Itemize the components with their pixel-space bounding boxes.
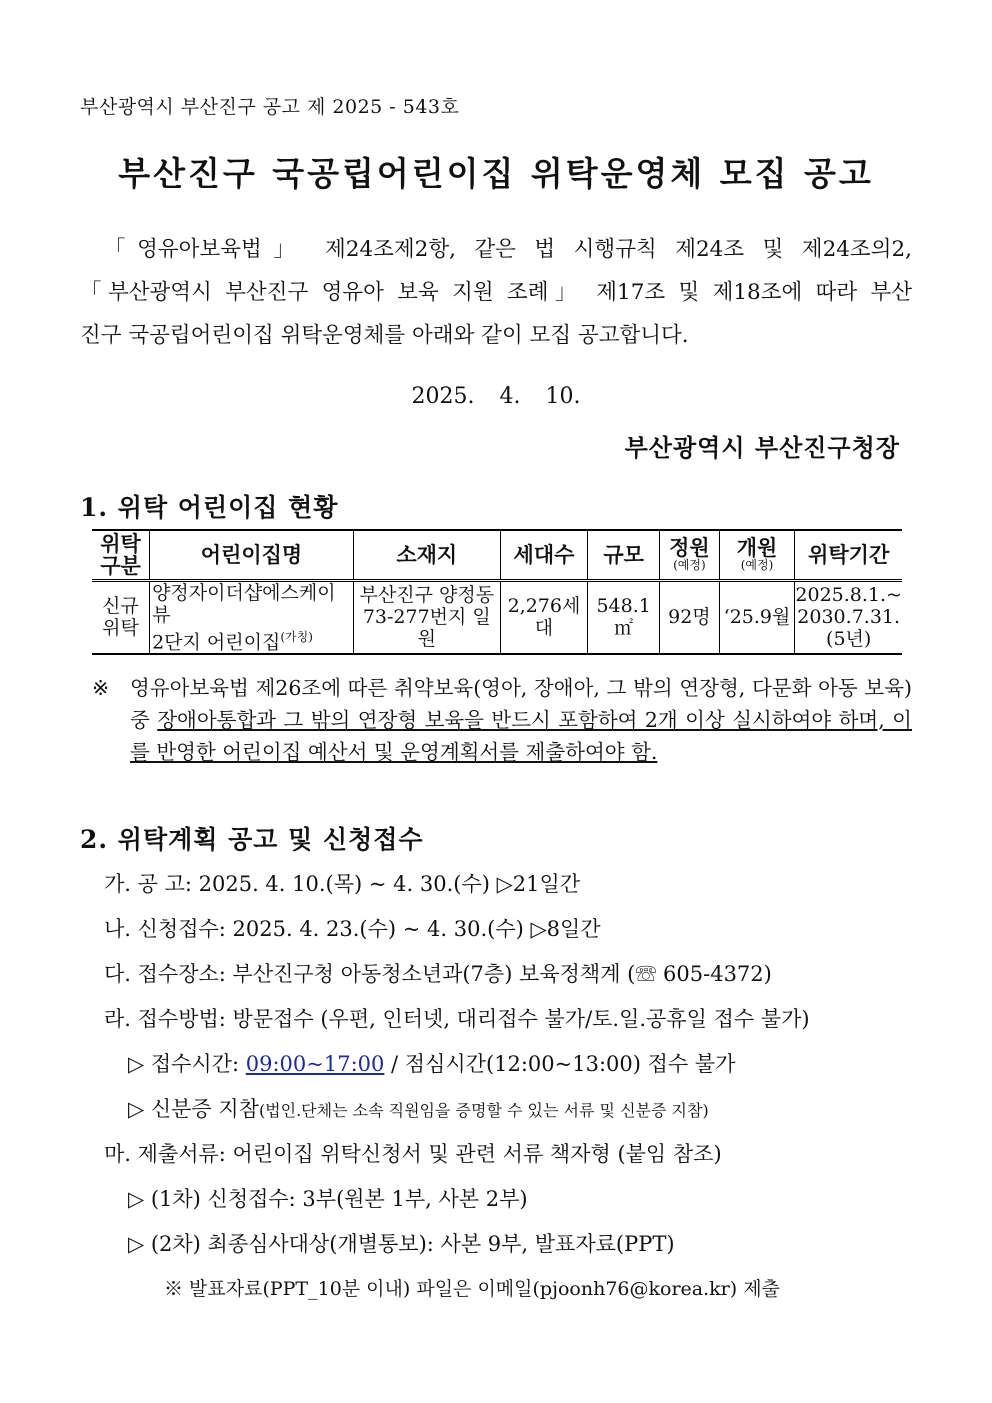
remark-note (92, 672, 912, 768)
list-item-first-round: ▷ (1차) 신청접수: 3부(원본 1부, 사본 2부) (128, 1187, 528, 1211)
list-item-documents: 마. 제출서류: 어린이집 위탁신청서 및 관련 서류 책자형 (붙임 참조) (104, 1142, 722, 1166)
header-location: 소재지 (353, 530, 500, 580)
intro-line-1: 「영유아보육법」 제24조제2항, 같은 법 시행규칙 제24조 및 제24조의2, (104, 237, 912, 262)
intro-line-2: 「부산광역시 부산진구 영유아 보육 지원 조례」 제17조 및 제18조에 따라 부산 (80, 280, 912, 305)
table-header-row (92, 530, 902, 580)
list-item-method: 라. 접수방법: 방문접수 (우편, 인터넷, 대리접수 불가/토.일.공휴일 접수 불가) (104, 1007, 810, 1031)
signer: 부산광역시 부산진구청장 (624, 433, 900, 462)
list-item-id-card: ▷ 신분증 지참(법인.단체는 소속 직원임을 증명할 수 있는 서류 및 신분증 지참) (128, 1097, 709, 1121)
list-item-second-round: ▷ (2차) 최종심사대상(개별통보): 사본 9부, 발표자료(PPT) (128, 1232, 675, 1256)
cell-households: 2,276세대 (500, 580, 588, 654)
reference-mark-icon: ※ (92, 676, 110, 700)
list-item-application-period: 나. 신청접수: 2025. 4. 23.(수) ~ 4. 30.(수) ▷8일간 (104, 917, 601, 941)
cell-opening: ‘25.9월 (719, 580, 795, 654)
schedule-list (104, 864, 912, 1314)
section-1-heading: 1. 위탁 어린이집 현황 (80, 493, 339, 522)
remark-underlined: 장애아통합과 그 밖의 연장형 보육을 반드시 포함하여 2개 이상 실시하여야 하며, 이를 반영한 어린이집 예산서 및 운영계획서를 제출하여야 함. (130, 708, 912, 764)
intro-line-3: 진구 국공립어린이집 위탁운영체를 아래와 같이 모집 공고합니다. (80, 323, 689, 348)
header-capacity: 정원 (예정) (660, 530, 720, 580)
list-item-notice-period: 가. 공 고: 2025. 4. 10.(목) ~ 4. 30.(수) ▷21일간 (104, 872, 581, 896)
header-name: 어린이집명 (150, 530, 354, 580)
list-item-email-note: ※ 발표자료(PPT_10분 이내) 파일은 이메일(pjoonh76@korea.kr) 제출 (164, 1278, 780, 1300)
cell-type: 신규 위탁 (92, 580, 150, 654)
notice-date: 2025. 4. 10. (411, 384, 581, 409)
header-opening: 개원 (예정) (719, 530, 795, 580)
page-title: 부산진구 국공립어린이집 위탁운영체 모집 공고 (118, 154, 874, 193)
table-row (92, 580, 902, 654)
daycare-table (92, 529, 902, 655)
list-item-reception-hours: ▷ 접수시간: 09:00~17:00 / 점심시간(12:00~13:00) 접수 불가 (128, 1052, 736, 1076)
reception-hours-highlight: 09:00~17:00 (245, 1052, 385, 1076)
header-size: 규모 (588, 530, 660, 580)
header-type: 위탁 구분 (92, 530, 150, 580)
cell-capacity: 92명 (660, 580, 720, 654)
list-item-place: 다. 접수장소: 부산진구청 아동청소년과(7층) 보육정책계 (☏ 605-4372) (104, 962, 772, 986)
header-households: 세대수 (500, 530, 588, 580)
header-period: 위탁기간 (795, 530, 902, 580)
notice-number: 부산광역시 부산진구 공고 제 2025 - 543호 (80, 96, 460, 118)
remark-body: 영유아보육법 제26조에 따른 취약보육(영아, 장애아, 그 밖의 연장형, 다문화 아동 보육) 중 장애아통합과 그 밖의 연장형 보육을 반드시 포함하여 2개 이상 실시하여야 하며, 이를 반영한 어린이집 예산서 및 운영계획서를 제출하여야 함. (130, 676, 912, 764)
cell-size: 548.1㎡ (588, 580, 660, 654)
cell-location: 부산진구 양정동 73-277번지 일원 (353, 580, 500, 654)
section-2-heading: 2. 위탁계획 공고 및 신청접수 (80, 825, 424, 854)
cell-name: 양정자이더샵에스케이뷰 2단지 어린이집$^{(가칭)}$ (150, 580, 354, 654)
intro-paragraph (80, 228, 912, 357)
cell-period: 2025.8.1.~ 2030.7.31. (5년) (795, 580, 902, 654)
